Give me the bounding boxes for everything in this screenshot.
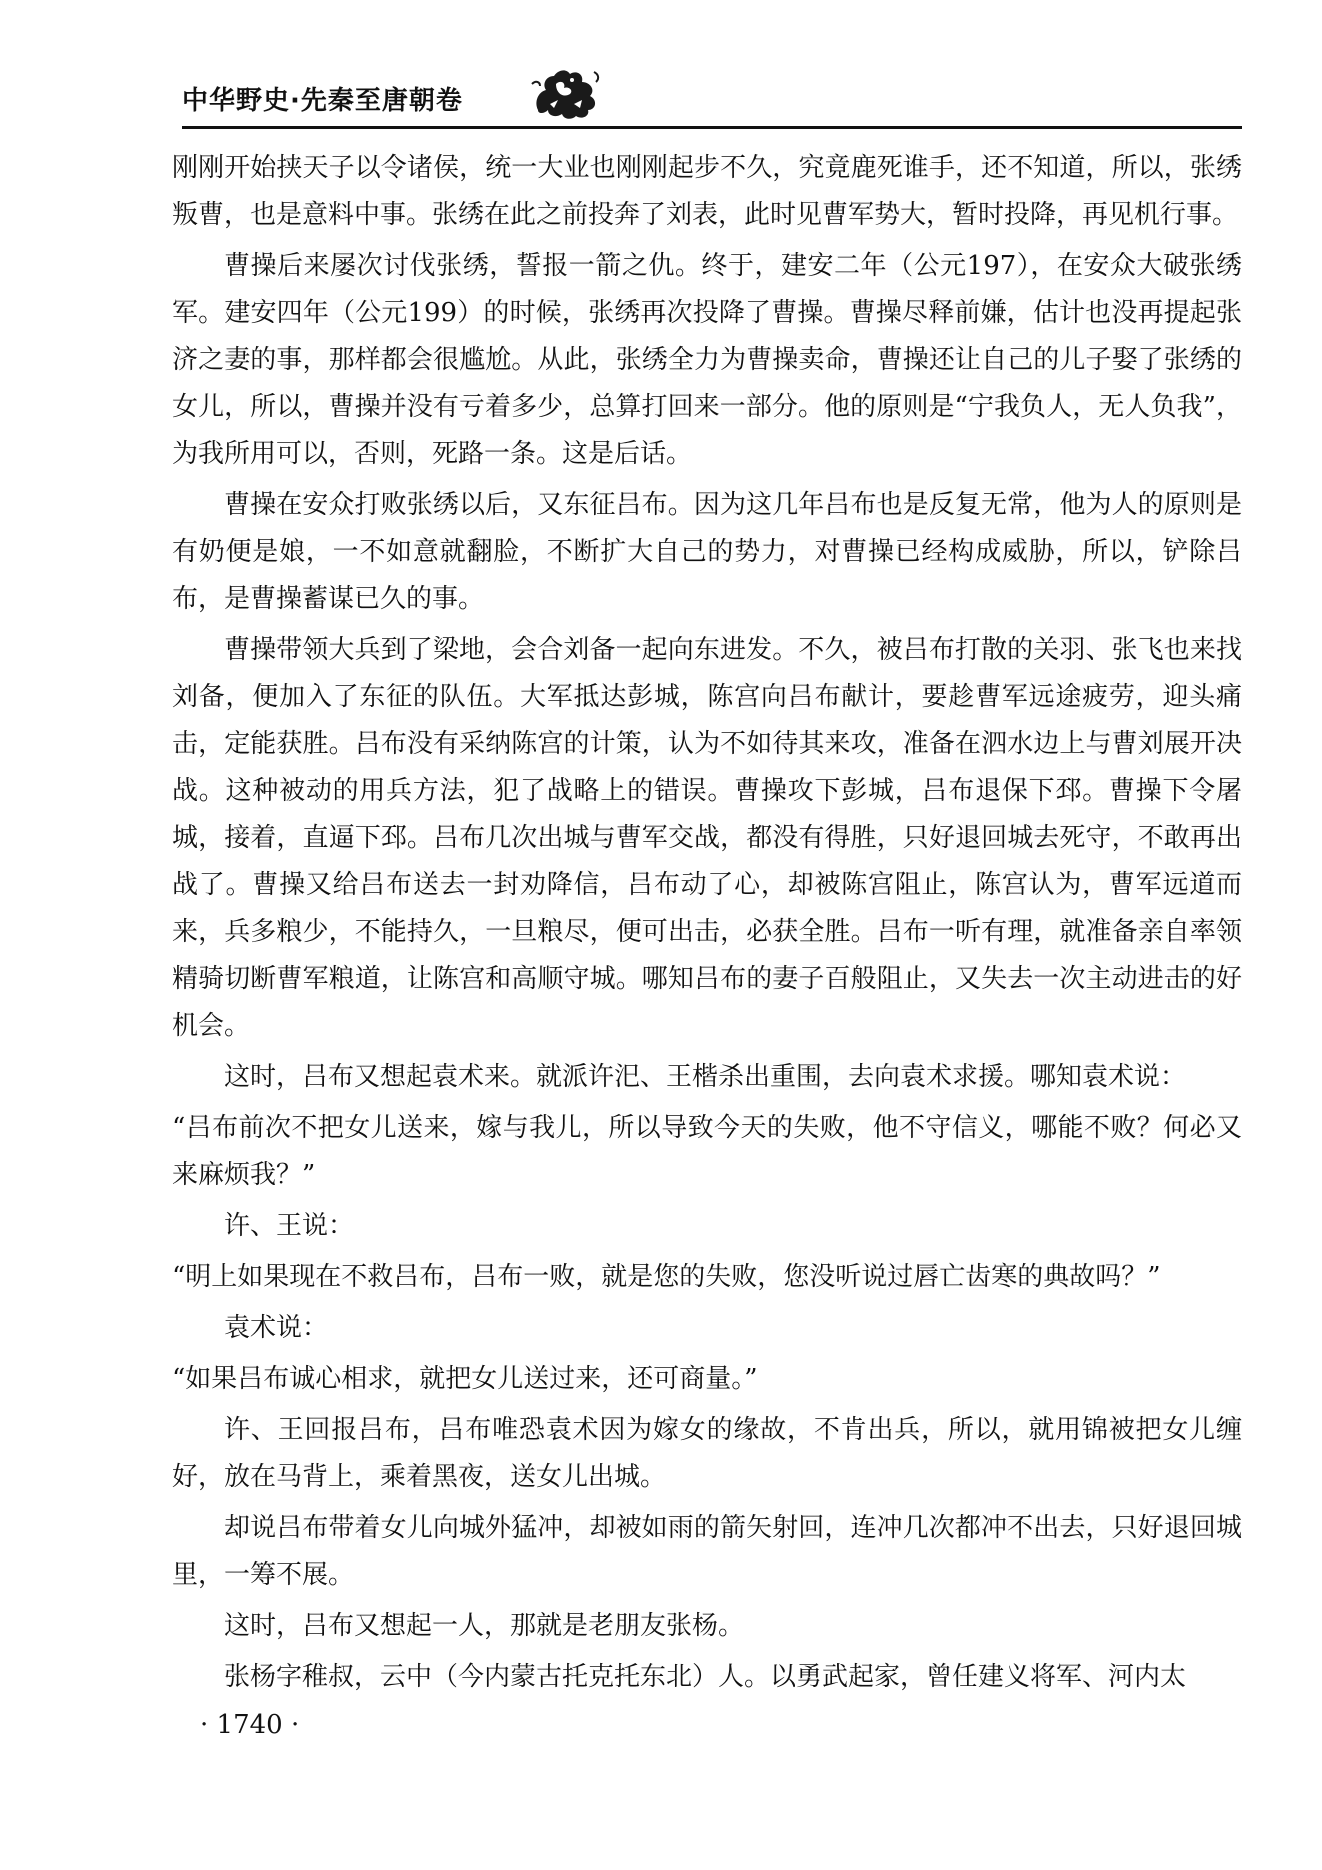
paragraph: 这时，吕布又想起一人，那就是老朋友张杨。 [224,1611,745,1641]
paragraph: 这时，吕布又想起袁术来。就派许汜、王楷杀出重围，去向袁术求援。哪知袁术说： [224,1062,1187,1092]
quotation: “吕布前次不把女儿送来，嫁与我儿，所以导致今天的失败，他不守信义，哪能不败？何必又来麻烦我？” [172,1113,1242,1190]
quotation: “明上如果现在不救吕布，吕布一败，就是您的失败，您没听说过唇亡齿寒的典故吗？” [172,1262,1161,1292]
book-title: 中华野史·先秦至唐朝卷 [182,86,463,116]
page-header [182,60,1242,130]
paragraph: 曹操在安众打败张绣以后，又东征吕布。因为这几年吕布也是反复无常，他为人的原则是有奶便是娘，一不如意就翻脸，不断扩大自己的势力，对曹操已经构成威胁，所以，铲除吕布，是曹操蓄谋已久的事。 [172,490,1242,614]
paragraph: 曹操带领大兵到了梁地，会合刘备一起向东进发。不久，被吕布打散的关羽、张飞也来找刘备，便加入了东征的队伍。大军抵达彭城，陈宫向吕布献计，要趁曹军远途疲劳，迎头痛击，定能获胜。吕布没有采纳陈宫的计策，认为不如待其来攻，准备在泗水边上与曹刘展开决战。这种被动的用兵方法，犯了战略上的错误。曹操攻下彭城，吕布退保下邳。曹操下令屠城，接着，直逼下邳。吕布几次出城与曹军交战，都没有得胜，只好退回城去死守，不敢再出战了。曹操又给吕布送去一封劝降信，吕布动了心，却被陈宫阻止，陈宫认为，曹军远道而来，兵多粮少，不能持久，一旦粮尽，便可出击，必获全胜。吕布一听有理，就准备亲自率领精骑切断曹军粮道，让陈宫和高顺守城。哪知吕布的妻子百般阻止，又失去一次主动进击的好机会。 [172,635,1242,1041]
paragraph: 却说吕布带着女儿向城外猛冲，却被如雨的箭矢射回，连冲几次都冲不出去，只好退回城里，一筹不展。 [172,1513,1242,1590]
body-text [172,145,1242,1705]
quotation: “如果吕布诚心相求，就把女儿送过来，还可商量。” [172,1364,758,1394]
paragraph: 刚刚开始挟天子以令诸侯，统一大业也刚刚起步不久，究竟鹿死谁手，还不知道，所以，张绣叛曹，也是意料中事。张绣在此之前投奔了刘表，此时见曹军势大，暂时投降，再见机行事。 [172,153,1242,230]
paragraph: 袁术说： [224,1313,329,1343]
dragon-logo-icon [528,64,604,122]
paragraph: 许、王回报吕布，吕布唯恐袁术因为嫁女的缘故，不肯出兵，所以，就用锦被把女儿缠好，放在马背上，乘着黑夜，送女儿出城。 [172,1415,1242,1492]
paragraph: 许、王说： [224,1211,355,1241]
paragraph: 曹操后来屡次讨伐张绣，誓报一箭之仇。终于，建安二年（公元197），在安众大破张绣军。建安四年（公元199）的时候，张绣再次投降了曹操。曹操尽释前嫌，估计也没再提起张济之妻的事，那样都会很尴尬。从此，张绣全力为曹操卖命，曹操还让自己的儿子娶了张绣的女儿，所以，曹操并没有亏着多少，总算打回来一部分。他的原则是“宁我负人，无人负我”，为我所用可以，否则，死路一条。这是后话。 [172,251,1242,469]
paragraph: 张杨字稚叔，云中（今内蒙古托克托东北）人。以勇武起家，曾任建义将军、河内太 [224,1662,1187,1692]
header-divider [182,126,1242,129]
page-number: · 1740 · [200,1710,300,1740]
